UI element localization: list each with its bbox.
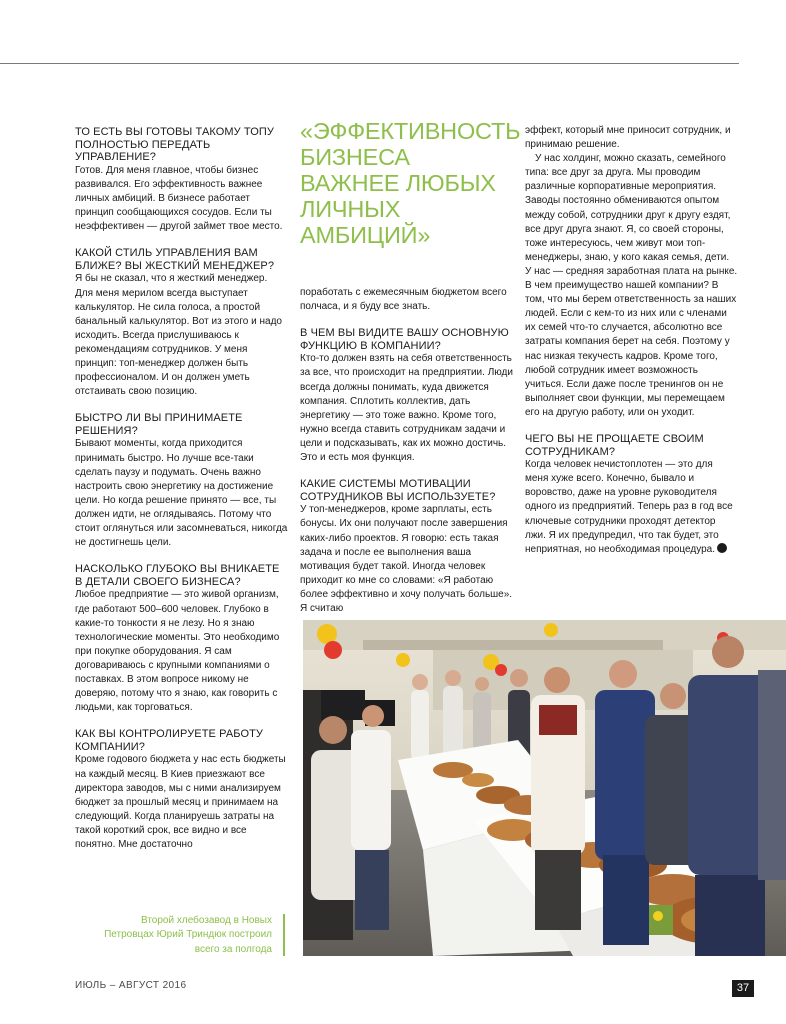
top-rule <box>0 63 739 64</box>
continued-paragraph: эффект, который мне приносит сотрудник, и принимаю решение. <box>525 125 731 151</box>
continued-paragraph: поработать с ежемесячным бюджетом всего полчаса, и я буду все знать. <box>300 287 507 313</box>
answer-paragraph: Я бы не сказал, что я жесткий менеджер. Для меня мерилом всегда выступает калькулятор. Не сила голоса, а простой банальный калькулятор. Вот из этого и надо исходить. Всегда прислушиваюсь к рекомендациям сотрудников. У меня принцип: топ-менеджер должен быть профессионалом. И он должен уметь отстаивать свою позицию. <box>75 273 282 398</box>
answer-paragraph <box>525 458 738 557</box>
answer-paragraph: Готов. Для меня главное, чтобы бизнес развивался. Его эффективность важнее личных амбиций. В бизнесе работает принцип сообщающихся сосудов. Если ты неэффективен — другой займет твое место. <box>75 164 283 233</box>
answer-paragraph: Бывают моменты, когда приходится принимать быстро. Но лучше все-таки сделать паузу и подумать. Очень важно настроить свою энергетику на достижение цели. Но когда решение принято — все, ты должен идти, не оглядываясь. Потому что стоит оглянуться или засомневаться, никогда не достигнешь цели. <box>75 438 288 549</box>
question-heading: В ЧЕМ ВЫ ВИДИТЕ ВАШУ ОСНОВНУЮ ФУНКЦИЮ В КОМПАНИИ? <box>300 327 509 352</box>
column-1 <box>75 126 288 852</box>
event-photo <box>303 620 786 956</box>
caption-accent-bar <box>283 914 285 956</box>
issue-date: ИЮЛЬ – АВГУСТ 2016 <box>75 980 187 991</box>
page-number: 37 <box>732 980 754 997</box>
column-2 <box>300 118 521 616</box>
question-heading: ТО ЕСТЬ ВЫ ГОТОВЫ ТАКОМУ ТОПУ ПОЛНОСТЬЮ ПЕРЕДАТЬ УПРАВЛЕНИЕ? <box>75 126 274 164</box>
answer-paragraph: У нас холдинг, можно сказать, семейного типа: все друг за друга. Мы проводим различные корпоративные мероприятия. Заводы постоянно обмениваются опытом между собой, сотрудники друг к другу ездят, все друг друга знают. Я, со своей стороны, тоже интересуюсь, чем живут мои топ-менеджеры, знаю, у кого какая семья, дети. У нас — средняя заработная плата на рынке. В чем преимущество нашей компании? В том, что мы берем ответственность за наших людей. Если с кем-то из них или с членами их семей что-то случается, абсолютно все затраты компания берет на себя. Поэтому у нас низкая текучесть кадров. Кроме того, любой сотрудник имеет возможность учиться. Если даже после тренингов он не выполняет свои функции, мы перемещаем его на другую работу, или он уходит. <box>525 153 738 418</box>
end-mark-icon <box>717 543 727 553</box>
question-heading: БЫСТРО ЛИ ВЫ ПРИНИМАЕТЕ РЕШЕНИЯ? <box>75 412 243 437</box>
event-photo-illustration <box>303 620 786 956</box>
question-heading: ЧЕГО ВЫ НЕ ПРОЩАЕТЕ СВОИМ СОТРУДНИКАМ? <box>525 432 704 458</box>
answer-paragraph: Кроме годового бюджета у нас есть бюджеты на каждый месяц. В Киев приезжают все директора заводов, мы с ними анализируем бюджет за прошлый месяц и принимаем на следующий. Когда планируешь затраты на такой короткий срок, все видно и все понятно. Мне достаточно <box>75 754 286 850</box>
answer-paragraph: Кто-то должен взять на себя ответственность за все, что происходит на предприятии. Люди всегда должны понимать, куда движется компания. Сплотить коллектив, дать энергетику — это тоже важно. Кроме того, нужно всегда ставить сотрудникам задачи и цели и подсказывать, как их можно достичь. Это и есть моя функция. <box>300 353 513 464</box>
photo-caption: Второй хлебозавод в Новых Петровцах Юрий Триндюк построил всего за полгода <box>104 915 272 955</box>
answer-paragraph: Любое предприятие — это живой организм, где работают 500–600 человек. Глубоко в какие-то тонкости я не лезу. Но я знаю технологические моменты. Это необходимо при покупке оборудования. Я сам договариваюсь с крупными компаниями о поставках. В этом вопросе никому не доверяю, потому что я знаю, как говорить с людьми, как торговаться. <box>75 589 280 714</box>
answer-text: Когда человек нечистоплотен — это для меня хуже всего. Конечно, бывало и воровство, даже на уровне руководителя одного из предприятий. Теперь раз в год все ключевые сотрудники проходят детектор лжи. Я их предупредил, что так будет, это неприятная, но необходимая процедура. <box>525 459 733 555</box>
answer-paragraph: У топ-менеджеров, кроме зарплаты, есть бонусы. Их они получают после завершения каких-либо проектов. Я говорю: есть такая задача и после ее выполнения ваша мотивация будет такой. Иногда человек приходит ко мне со словами: «Я работаю более эффективно и хочу получать больше». Я считаю <box>300 504 513 614</box>
question-heading: КАКОЙ СТИЛЬ УПРАВЛЕНИЯ ВАМ БЛИЖЕ? ВЫ ЖЕСТКИЙ МЕНЕДЖЕР? <box>75 247 275 272</box>
question-heading: КАКИЕ СИСТЕМЫ МОТИВАЦИИ СОТРУДНИКОВ ВЫ ИСПОЛЬЗУЕТЕ? <box>300 478 496 503</box>
pull-quote: «ЭФФЕКТИВНОСТЬ БИЗНЕСА ВАЖНЕЕ ЛЮБЫХ ЛИЧНЫХ АМБИЦИЙ» <box>300 118 521 248</box>
question-heading: КАК ВЫ КОНТРОЛИРУЕТЕ РАБОТУ КОМПАНИИ? <box>75 728 264 753</box>
column-3 <box>525 124 738 557</box>
question-heading: НАСКОЛЬКО ГЛУБОКО ВЫ ВНИКАЕТЕ В ДЕТАЛИ СВОЕГО БИЗНЕСА? <box>75 563 280 588</box>
